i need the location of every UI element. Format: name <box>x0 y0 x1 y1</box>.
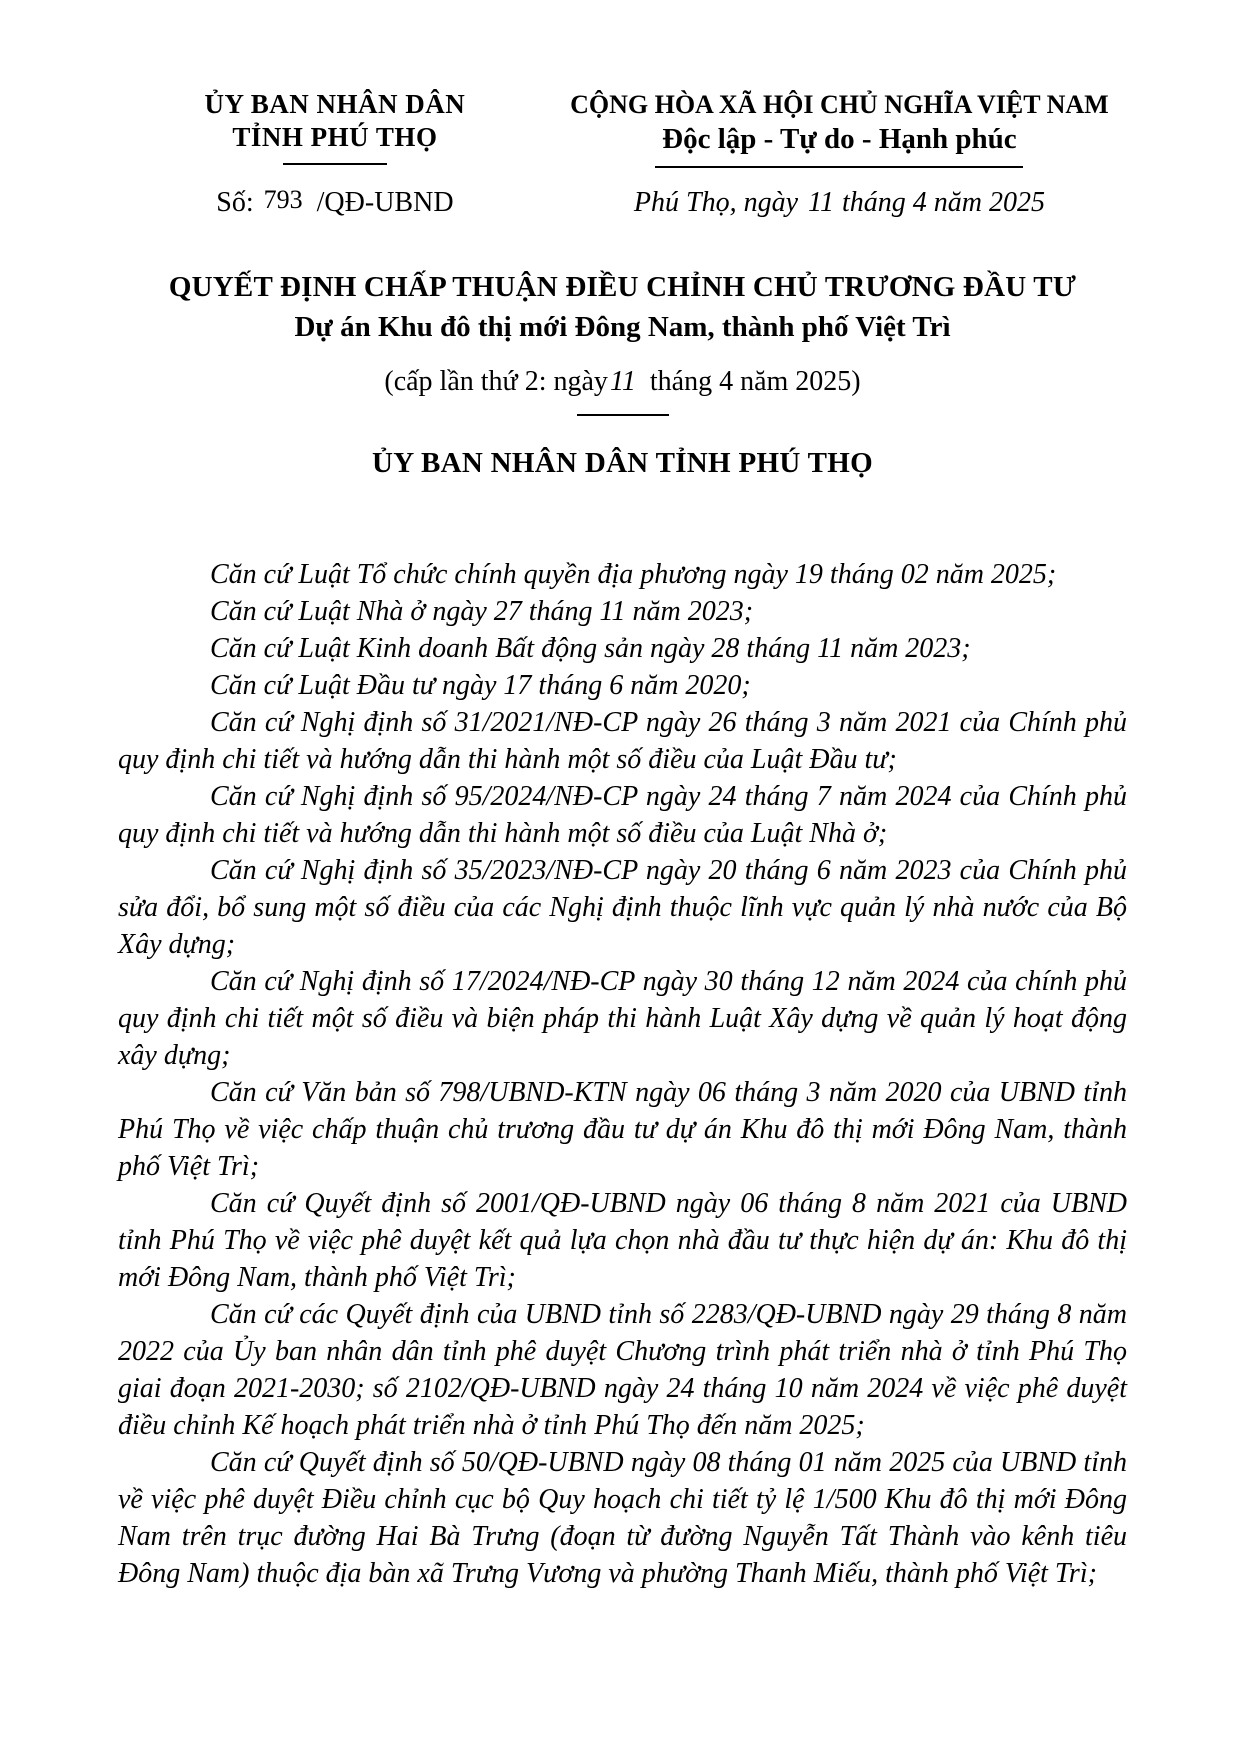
place-date-block <box>552 186 1127 220</box>
legal-basis-paragraph: Căn cứ Luật Tổ chức chính quyền địa phương ngày 19 tháng 02 năm 2025; <box>210 559 1057 590</box>
legal-basis-paragraph: Căn cứ Nghị định số 95/2024/NĐ-CP ngày 24 tháng 7 năm 2024 của Chính phủ quy định chi tiết và hướng dẫn thi hành một số điều của Luật Nhà ở; <box>118 781 1127 849</box>
place-date-rest: tháng 4 năm 2025 <box>841 187 1045 218</box>
issue-note-rest: tháng 4 năm 2025) <box>649 366 861 397</box>
place-date-day: 11 <box>808 187 834 218</box>
doc-number-block <box>118 186 552 220</box>
place-date-prefix: Phú Thọ, ngày <box>633 187 799 218</box>
legal-basis-paragraph: Căn cứ Quyết định số 50/QĐ-UBND ngày 08 tháng 01 năm 2025 của UBND tỉnh về việc phê duyệt Điều chỉnh cục bộ Quy hoạch chi tiết tỷ lệ 1/500 Khu đô thị mới Đông Nam trên trục đường Hai Bà Trưng (đoạn từ đường Nguyễn Tất Thành vào kênh tiêu Đông Nam) thuộc địa bàn xã Trưng Vương và phường Thanh Miếu, thành phố Việt Trì; <box>118 1447 1127 1589</box>
issue-note-day: 11 <box>609 366 636 397</box>
issuer-name-line1: ỦY BAN NHÂN DÂN <box>204 89 466 119</box>
issuer-underline <box>283 163 387 165</box>
issuer-block <box>118 88 552 168</box>
doc-number-value: 793 <box>263 185 303 214</box>
legal-basis-paragraph: Căn cứ Văn bản số 798/UBND-KTN ngày 06 tháng 3 năm 2020 của UBND tỉnh Phú Thọ về việc chấp thuận chủ trương đầu tư dự án Khu đô thị mới Đông Nam, thành phố Việt Trì; <box>118 1077 1127 1182</box>
doc-number <box>216 187 453 218</box>
issue-note-prefix: (cấp lần thứ 2: ngày <box>384 366 608 397</box>
document-meta-row <box>118 186 1127 220</box>
motto-underline <box>655 166 1023 168</box>
national-name: CỘNG HÒA XÃ HỘI CHỦ NGHĨA VIỆT NAM <box>570 90 1109 119</box>
project-subtitle: Dự án Khu đô thị mới Đông Nam, thành phố Việt Trì <box>294 311 951 343</box>
place-date <box>634 187 1045 218</box>
issuer-name-line2: TỈNH PHÚ THỌ <box>232 122 438 152</box>
legal-basis-paragraph: Căn cứ Quyết định số 2001/QĐ-UBND ngày 06 tháng 8 năm 2021 của UBND tỉnh Phú Thọ về việc phê duyệt kết quả lựa chọn nhà đầu tư thực hiện dự án: Khu đô thị mới Đông Nam, thành phố Việt Trì; <box>118 1188 1127 1293</box>
title-block <box>118 268 1127 416</box>
issue-note <box>118 364 1127 400</box>
authority-heading: ỦY BAN NHÂN DÂN TỈNH PHÚ THỌ <box>372 447 873 479</box>
legal-basis-paragraph: Căn cứ Nghị định số 31/2021/NĐ-CP ngày 26 tháng 3 năm 2021 của Chính phủ quy định chi tiết và hướng dẫn thi hành một số điều của Luật Đầu tư; <box>118 707 1127 775</box>
legal-basis-section <box>118 556 1127 1592</box>
title-divider <box>577 414 669 416</box>
legal-basis-paragraph: Căn cứ Nghị định số 35/2023/NĐ-CP ngày 20 tháng 6 năm 2023 của Chính phủ sửa đổi, bổ sung một số điều của các Nghị định thuộc lĩnh vực quản lý nhà nước của Bộ Xây dựng; <box>118 855 1127 960</box>
legal-basis-paragraph: Căn cứ các Quyết định của UBND tỉnh số 2283/QĐ-UBND ngày 29 tháng 8 năm 2022 của Ủy ban nhân dân tỉnh phê duyệt Chương trình phát triển nhà ở tỉnh Phú Thọ giai đoạn 2021-2030; số 2102/QĐ-UBND ngày 24 tháng 10 năm 2024 về việc phê duyệt điều chỉnh Kế hoạch phát triển nhà ở tỉnh Phú Thọ đến năm 2025; <box>118 1299 1127 1441</box>
national-motto-block <box>552 88 1127 168</box>
national-motto: Độc lập - Tự do - Hạnh phúc <box>662 123 1017 155</box>
legal-basis-paragraph: Căn cứ Luật Nhà ở ngày 27 tháng 11 năm 2023; <box>210 596 754 627</box>
doc-number-label: Số: <box>216 187 254 218</box>
document-header <box>118 88 1127 168</box>
legal-basis-paragraph: Căn cứ Nghị định số 17/2024/NĐ-CP ngày 30 tháng 12 năm 2024 của chính phủ quy định chi tiết một số điều và biện pháp thi hành Luật Xây dựng về quản lý hoạt động xây dựng; <box>118 966 1127 1071</box>
decision-title: QUYẾT ĐỊNH CHẤP THUẬN ĐIỀU CHỈNH CHỦ TRƯƠNG ĐẦU TƯ <box>168 271 1077 303</box>
legal-basis-paragraph: Căn cứ Luật Đầu tư ngày 17 tháng 6 năm 2020; <box>210 670 751 701</box>
legal-basis-paragraph: Căn cứ Luật Kinh doanh Bất động sản ngày 28 tháng 11 năm 2023; <box>210 633 971 664</box>
doc-number-suffix: /QĐ-UBND <box>316 187 454 218</box>
